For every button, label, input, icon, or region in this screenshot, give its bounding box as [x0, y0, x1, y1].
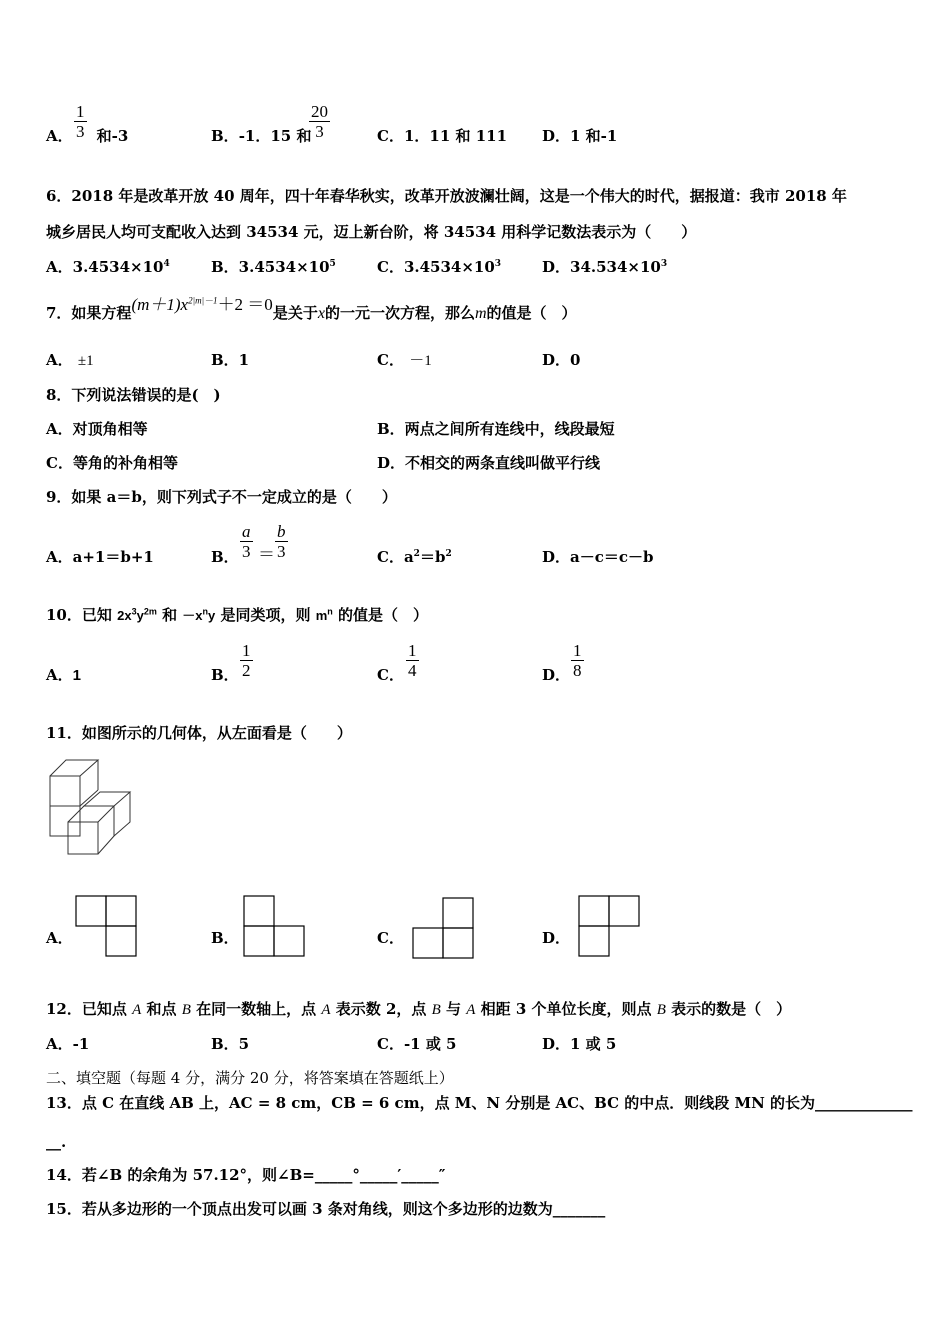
q9-option-b-label: B． [211, 548, 239, 566]
q11-option-d-label: D． [542, 929, 571, 947]
q5-b-fraction: 20 3 [311, 102, 328, 141]
q12-option-c: C．-1 或 5 [377, 1035, 457, 1053]
q14: 14．若∠B 的余角为 57.12°，则∠B=_____°_____′_____″ [46, 1166, 446, 1184]
q6-stem-line2: 城乡居民人均可支配收入达到 34534 元，迈上新台阶，将 34534 用科学记数法表示为（ ） [46, 223, 697, 241]
q9-option-d: D．a－c＝c－b [542, 548, 654, 566]
q5-option-c: C．1．11 和 111 [377, 127, 508, 145]
q10-stem: 10．已知 $2x^3y^{2m}$ 和 $-x^ny$ 是同类项，则 $m^n$ 的值是（ ） [46, 606, 429, 624]
q11-option-a-label: A． [46, 929, 73, 947]
q5-option-a: A． 和-3 [46, 127, 129, 145]
q11-solid-figure [48, 758, 138, 858]
q9-stem: 9．如果 a＝b，则下列式子不一定成立的是（ ） [46, 488, 397, 506]
q8-option-a: A．对顶角相等 [46, 420, 148, 438]
q10-option-a: A．1 [46, 666, 81, 684]
q10-c-fraction: 1 4 [408, 641, 417, 680]
q6-option-d: D．$34.534\times 10^3$ [542, 258, 668, 276]
q7-option-d: D．0 [542, 351, 581, 369]
q11-option-b-figure [243, 895, 305, 957]
q10-option-d-label: D． [542, 666, 571, 684]
q9-b-right-fraction: b 3 [277, 522, 286, 561]
q9-option-c: C．$a^2=b^2$ [377, 548, 452, 566]
q12-stem: 12．已知点 A 和点 B 在同一数轴上，点 A 表示数 2，点 B 与 A 相距 3 个单位长度，则点 B 表示的数是（ ） [46, 1000, 792, 1018]
q6-option-c: C．$3.4534\times 10^3$ [377, 258, 502, 276]
q11-option-b-label: B． [211, 929, 239, 947]
q6-stem-line1: 6．2018 年是改革开放 40 周年，四十年春华秋实，改革开放波澜壮阔，这是一个伟大的时代，据报道：我市 2018 年 [46, 187, 847, 205]
q11-option-a-figure [75, 895, 137, 957]
q8-option-b: B．两点之间所有连线中，线段最短 [377, 420, 615, 438]
section-2-heading: 二、填空题（每题 4 分，满分 20 分，将答案填在答题纸上） [46, 1069, 454, 1087]
q11-option-c-label: C． [377, 929, 404, 947]
q9-b-left-fraction: a 3 [242, 522, 251, 561]
q10-option-b-label: B． [211, 666, 239, 684]
q7-stem: 7．如果方程$(m+1)x^{2|m|-1}+2 =0$是关于x的一元一次方程，那么m的值是（ ） [46, 295, 577, 322]
q13-line1: 13．点 C 在直线 AB 上，AC = 8 cm，CB = 6 cm，点 M、N 分别是 AC、BC 的中点．则线段 MN 的长为_____________ [46, 1094, 913, 1112]
q12-option-a: A．-1 [46, 1035, 90, 1053]
q7-equation: $(m+1)x^{2|m|-1}+2 =0$ [131, 295, 273, 314]
q11-stem: 11．如图所示的几何体，从左面看是（ ） [46, 724, 352, 742]
q8-stem: 8．下列说法错误的是( ) [46, 386, 221, 404]
q5-option-d: D．1 和-1 [542, 127, 618, 145]
q8-option-d: D．不相交的两条直线叫做平行线 [377, 454, 601, 472]
q9-b-equals: ＝ [258, 545, 275, 564]
q11-option-c-figure [412, 897, 474, 959]
q11-option-d-figure [578, 895, 640, 957]
q10-b-fraction: 1 2 [242, 641, 251, 680]
q5-a-fraction: 1 3 [76, 102, 85, 141]
q5-option-b: B．-1．15 和 [211, 127, 312, 145]
q10-option-c-label: C． [377, 666, 404, 684]
q15: 15．若从多边形的一个顶点出发可以画 3 条对角线，则这个多边形的边数为_______ [46, 1200, 606, 1218]
q12-option-d: D．1 或 5 [542, 1035, 617, 1053]
q6-option-a: A．$3.4534\times 10^4$ [46, 258, 170, 276]
q7-option-b: B．1 [211, 351, 250, 369]
q8-option-c: C．等角的补角相等 [46, 454, 178, 472]
q10-d-fraction: 1 8 [573, 641, 582, 680]
q7-option-c: C． －1 [377, 351, 432, 369]
q12-option-b: B．5 [211, 1035, 250, 1053]
q7-option-a: A． ±1 [46, 351, 94, 369]
q13-line2: __. [46, 1133, 67, 1151]
q6-option-b: B．$3.4534\times 10^5$ [211, 258, 336, 276]
q9-option-a: A．a+1＝b+1 [46, 548, 154, 566]
